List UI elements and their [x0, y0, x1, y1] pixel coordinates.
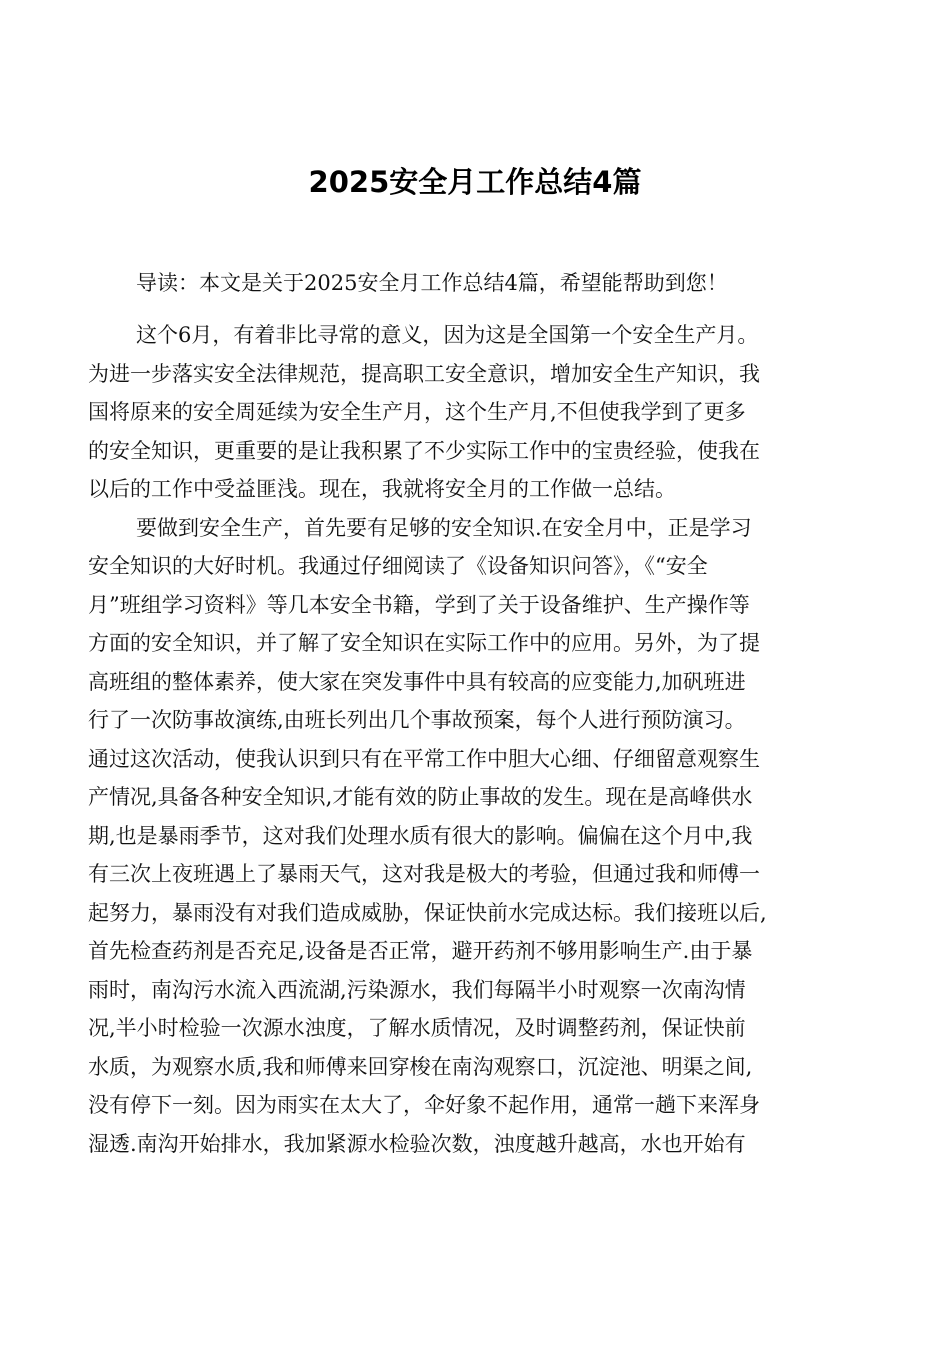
text-line: 湿透.南沟开始排水，我加紧源水检验次数，浊度越升越高，水也开始有 — [88, 1131, 746, 1156]
text-line: 月”班组学习资料》等几本安全书籍，学到了关于设备维护、生产操作等 — [88, 592, 750, 617]
text-line: 安全知识的大好时机。我通过仔细阅读了《设备知识问答》，《“安全 — [88, 554, 708, 578]
document-title: 2025安全月工作总结4篇 — [308, 165, 642, 199]
text-line: 高班组的整体素养，使大家在突发事件中具有较高的应变能力,加矾班进 — [88, 669, 746, 694]
paragraph-1 — [88, 316, 862, 509]
paragraph-2 — [88, 509, 862, 1164]
text-line: 况,半小时检验一次源水浊度，了解水质情况，及时调整药剂，保证快前 — [88, 1016, 746, 1040]
text-line: 有三次上夜班遇上了暴雨天气，这对我是极大的考验，但通过我和师傅一 — [88, 862, 760, 886]
text-line: 没有停下一刻。因为雨实在太大了，伞好象不起作用，通常一趟下来浑身 — [88, 1093, 760, 1117]
text-line: 期,也是暴雨季节，这对我们处理水质有很大的影响。偏偏在这个月中,我 — [88, 823, 753, 848]
text-line: 水质，为观察水质,我和师傅来回穿梭在南沟观察口，沉淀池、明渠之间, — [88, 1054, 753, 1079]
lead-paragraph: 导读：本文是关于2025安全月工作总结4篇，希望能帮助到您！ — [136, 271, 728, 295]
text-line: 为进一步落实安全法律规范，提高职工安全意识，增加安全生产知识，我 — [88, 361, 760, 386]
text-line: 首先检查药剂是否充足,设备是否正常，避开药剂不够用影响生产.由于暴 — [88, 939, 753, 963]
document-body — [88, 316, 862, 1163]
text-line: 国将原来的安全周延续为安全生产月，这个生产月,不但使我学到了更多 — [88, 400, 746, 424]
text-line: 要做到安全生产，首先要有足够的安全知识.在安全月中，正是学习 — [136, 515, 752, 540]
text-line: 行了一次防事故演练,由班长列出几个事故预案，每个人进行预防演习。 — [88, 708, 746, 732]
text-line: 产情况,具备各种安全知识,才能有效的防止事故的发生。现在是高峰供水 — [88, 785, 753, 809]
text-line: 方面的安全知识，并了解了安全知识在实际工作中的应用。另外，为了提 — [88, 631, 760, 655]
text-line: 通过这次活动，使我认识到只有在平常工作中胆大心细、仔细留意观察生 — [88, 746, 760, 771]
text-line: 雨时，南沟污水流入西流湖,污染源水，我们每隔半小时观察一次南沟情 — [88, 977, 746, 1002]
text-line: 这个6月，有着非比寻常的意义，因为这是全国第一个安全生产月。 — [136, 323, 759, 347]
text-line: 以后的工作中受益匪浅。现在，我就将安全月的工作做一总结。 — [88, 477, 676, 501]
text-line: 的安全知识，更重要的是让我积累了不少实际工作中的宝贵经验，使我在 — [88, 438, 760, 463]
text-line: 起努力，暴雨没有对我们造成威胁，保证快前水完成达标。我们接班以后, — [88, 900, 767, 925]
